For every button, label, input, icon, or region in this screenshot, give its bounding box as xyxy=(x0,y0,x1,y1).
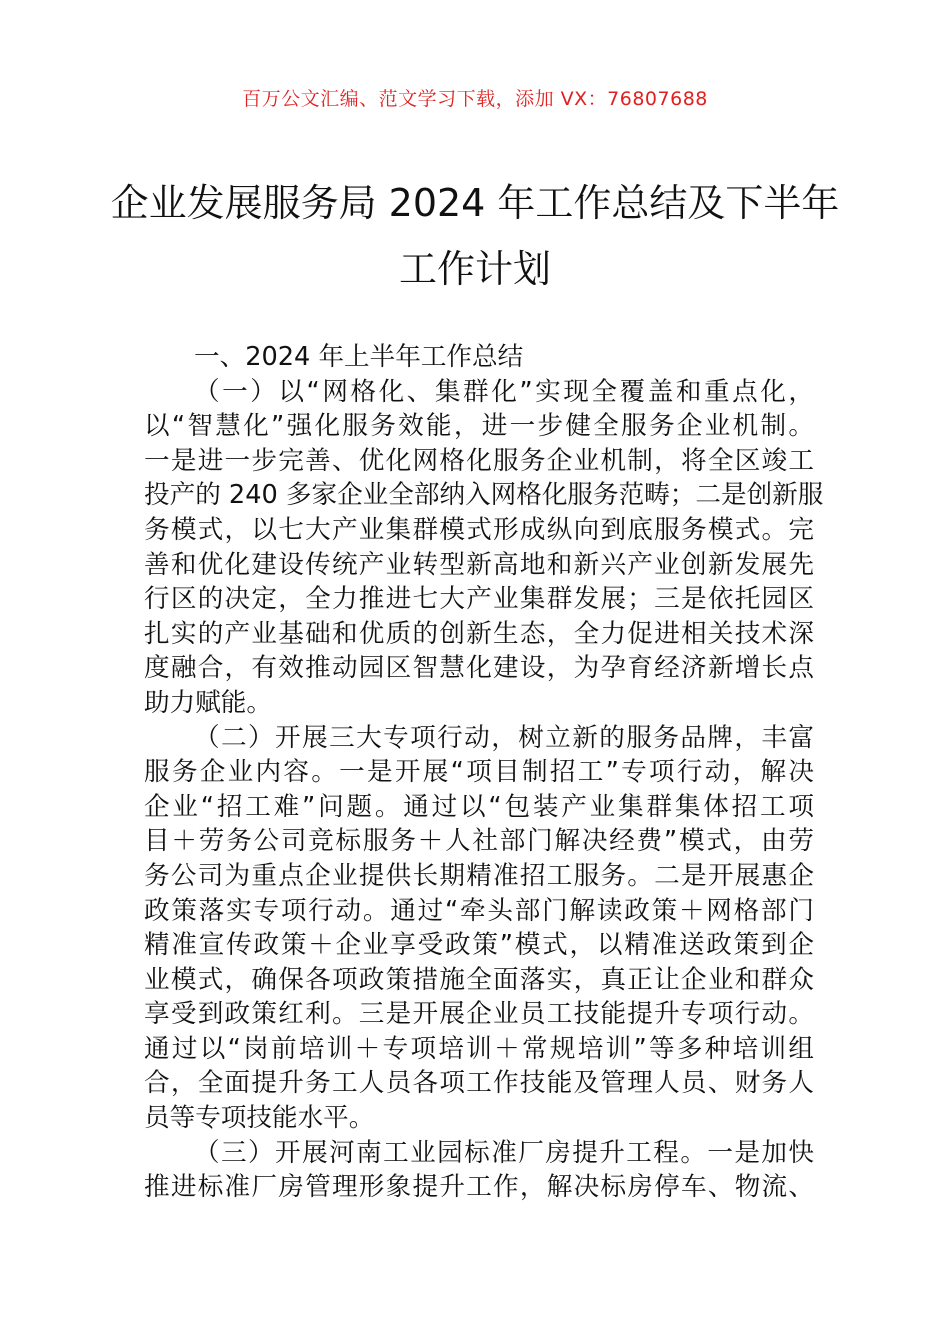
paragraph-1-line: 以“智慧化”强化服务效能，进一步健全服务企业机制。 xyxy=(144,411,814,442)
paragraph-1-line: 行区的决定，全力推进七大产业集群发展；三是依托园区 xyxy=(144,584,814,615)
paragraph-1-line: 助力赋能。 xyxy=(144,687,272,718)
document-body xyxy=(144,340,824,1205)
paragraph-1-line: 扎实的产业基础和优质的创新生态，全力促进相关技术深 xyxy=(144,618,814,649)
paragraph-2-line: 企业“招工难”问题。通过以“包装产业集群集体招工项 xyxy=(144,791,814,822)
paragraph-3-line: 推进标准厂房管理形象提升工作，解决标房停车、物流、 xyxy=(144,1172,814,1203)
paragraph-1-line: 务模式，以七大产业集群模式形成纵向到底服务模式。完 xyxy=(144,514,814,545)
paragraph-2-line: 享受到政策红利。三是开展企业员工技能提升专项行动。 xyxy=(144,999,814,1030)
paragraph-2-line: 目＋劳务公司竞标服务＋人社部门解决经费”模式，由劳 xyxy=(144,826,814,857)
paragraph-2-line: （二）开展三大专项行动，树立新的服务品牌，丰富 xyxy=(194,722,814,753)
watermark-banner: 百万公文汇编、范文学习下载，添加 VX：76807688 xyxy=(242,88,708,110)
paragraph-1-line: 投产的 240 多家企业全部纳入网格化服务范畴；二是创新服 xyxy=(144,480,824,511)
paragraph-2-line: 通过以“岗前培训＋专项培训＋常规培训”等多种培训组 xyxy=(144,1033,814,1064)
paragraph-2-line: 业模式，确保各项政策措施全面落实，真正让企业和群众 xyxy=(144,964,814,995)
document-title-line-2: 工作计划 xyxy=(398,247,551,291)
paragraph-2-line: 政策落实专项行动。通过“牵头部门解读政策＋网格部门 xyxy=(144,895,814,926)
paragraph-3-line: （三）开展河南工业园标准厂房提升工程。一是加快 xyxy=(194,1137,814,1168)
paragraph-1-line: （一）以“网格化、集群化”实现全覆盖和重点化， xyxy=(194,376,814,407)
paragraph-2-line: 合，全面提升务工人员各项工作技能及管理人员、财务人 xyxy=(144,1068,814,1099)
paragraph-2-line: 服务企业内容。一是开展“项目制招工”专项行动，解决 xyxy=(144,757,814,788)
paragraph-2-line: 务公司为重点企业提供长期精准招工服务。二是开展惠企 xyxy=(144,860,814,891)
paragraph-1-line: 度融合，有效推动园区智慧化建设，为孕育经济新增长点 xyxy=(144,653,814,684)
paragraph-2-line: 员等专项技能水平。 xyxy=(144,1103,375,1134)
paragraph-2-line: 精准宣传政策＋企业享受政策”模式，以精准送政策到企 xyxy=(144,930,814,961)
paragraph-1-line: 善和优化建设传统产业转型新高地和新兴产业创新发展先 xyxy=(144,549,814,580)
document-title-line-1: 企业发展服务局 2024 年工作总结及下半年 xyxy=(110,181,840,225)
section-heading: 一、2024 年上半年工作总结 xyxy=(194,342,524,372)
paragraph-1-line: 一是进一步完善、优化网格化服务企业机制，将全区竣工 xyxy=(144,445,814,476)
